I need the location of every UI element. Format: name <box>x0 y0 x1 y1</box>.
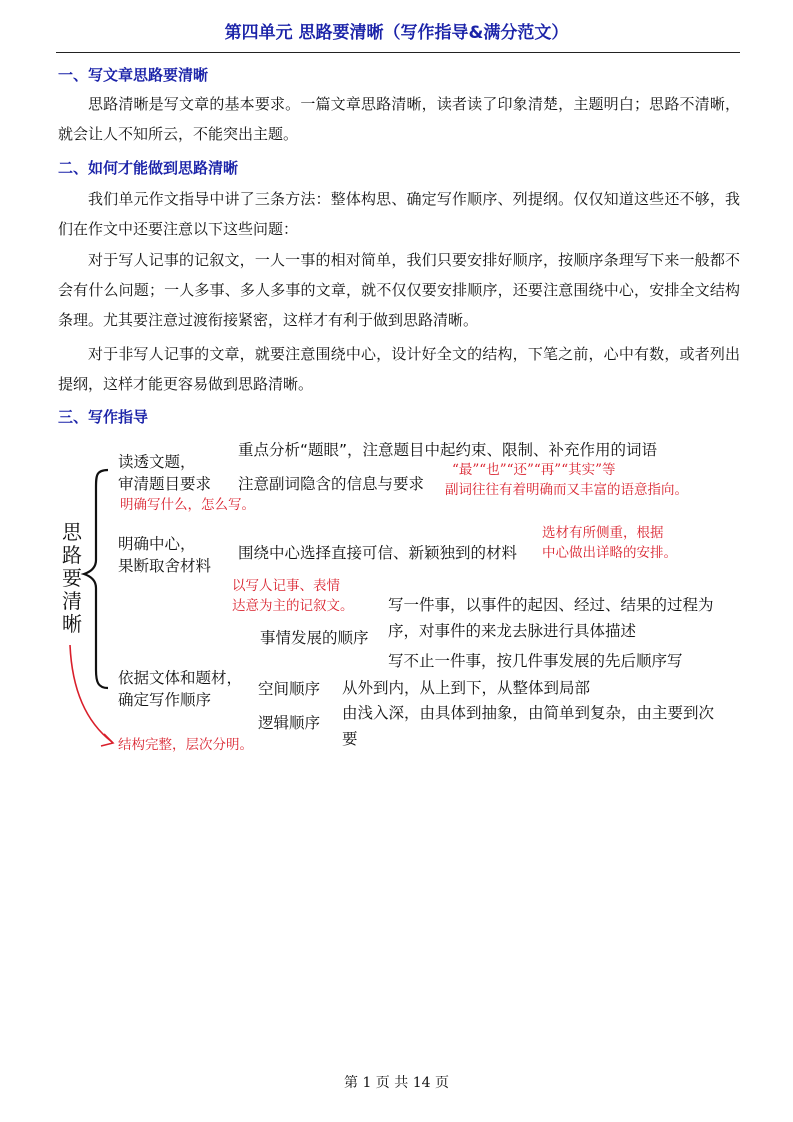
branch-3-annotation-1: 以写人记事、表情 <box>232 578 340 594</box>
branch-3-sub-3: 逻辑顺序 <box>258 714 321 732</box>
branch-1-sub-2-annotation-1: “最”“也”“还”“再”“其实”等 <box>452 462 616 478</box>
branch-2-annotation-1: 选材有所侧重，根据 <box>542 525 664 541</box>
branch-1-annotation: 明确写什么，怎么写。 <box>120 497 255 513</box>
branch-3-line-2: 确定写作顺序 <box>118 691 212 709</box>
section1-paragraph: 思路清晰是写文章的基本要求。一篇文章思路清晰，读者读了印象清楚，主题明白；思路不清晰，就会让人不知所云，不能突出主题。 <box>58 95 740 143</box>
branch-1-line-2: 审清题目要求 <box>118 475 212 493</box>
branch-3-sub-2: 空间顺序 <box>258 680 321 698</box>
branch-2-line-1: 明确中心， <box>118 535 196 553</box>
branch-2-annotation-2: 中心做出详略的安排。 <box>542 545 677 561</box>
root-annotation: 结构完整，层次分明。 <box>118 737 253 753</box>
section2-paragraph-1: 我们单元作文指导中讲了三条方法：整体构思、确定写作顺序、列提纲。仅仅知道这些还不够，我们在作文中还要注意以下这些问题： <box>58 190 740 238</box>
branch-3-sub-1-detail-a: 写一件事，以事件的起因、经过、结果的过程为序，对事件的来龙去脉进行具体描述 <box>388 596 714 640</box>
branch-2-line-2: 果断取舍材料 <box>118 557 212 575</box>
branch-3-line-1: 依据文体和题材， <box>118 669 243 687</box>
branch-3-sub-2-detail: 从外到内，从上到下，从整体到局部 <box>342 679 591 697</box>
branch-3-sub-1-detail-b: 写不止一件事，按几件事发展的先后顺序写 <box>388 652 683 670</box>
section-heading-1: 一、写文章思路要清晰 <box>58 66 209 84</box>
mindmap-root: 思路要清晰 <box>62 520 82 636</box>
page-footer: 第 1 页 共 14 页 <box>344 1075 449 1091</box>
section-heading-2: 二、如何才能做到思路清晰 <box>58 159 239 177</box>
branch-1-sub-1: 重点分析“题眼”，注意题目中起约束、限制、补充作用的词语 <box>238 441 658 459</box>
section2-paragraph-3: 对于非写人记事的文章，就要注意围绕中心，设计好全文的结构，下笔之前，心中有数，或者列出提纲，这样才能更容易做到思路清晰。 <box>58 345 740 393</box>
branch-1-sub-2: 注意副词隐含的信息与要求 <box>238 475 425 493</box>
branch-1-sub-2-annotation-2: 副词往往有着明确而又丰富的语意指向。 <box>445 482 688 498</box>
branch-3-sub-3-detail: 由浅入深，由具体到抽象，由简单到复杂，由主要到次要 <box>342 704 715 748</box>
branch-2-sub-1: 围绕中心选择直接可信、新颖独到的材料 <box>238 544 518 562</box>
section-heading-3: 三、写作指导 <box>58 408 149 426</box>
branch-3-sub-1: 事情发展的顺序 <box>260 629 369 647</box>
page-title: 第四单元 思路要清晰（写作指导&满分范文） <box>224 23 569 43</box>
branch-1-line-1: 读透文题， <box>118 453 196 471</box>
section2-paragraph-2: 对于写人记事的记叙文，一人一事的相对简单，我们只要安排好顺序，按顺序条理写下来一般都不会有什么问题；一人多事、多人多事的文章，就不仅仅要安排顺序，还要注意围绕中心，安排全文结构条理。尤其要注意过渡衔接紧密，这样才有利于做到思路清晰。 <box>58 251 740 329</box>
branch-3-annotation-2: 达意为主的记叙文。 <box>232 598 354 614</box>
